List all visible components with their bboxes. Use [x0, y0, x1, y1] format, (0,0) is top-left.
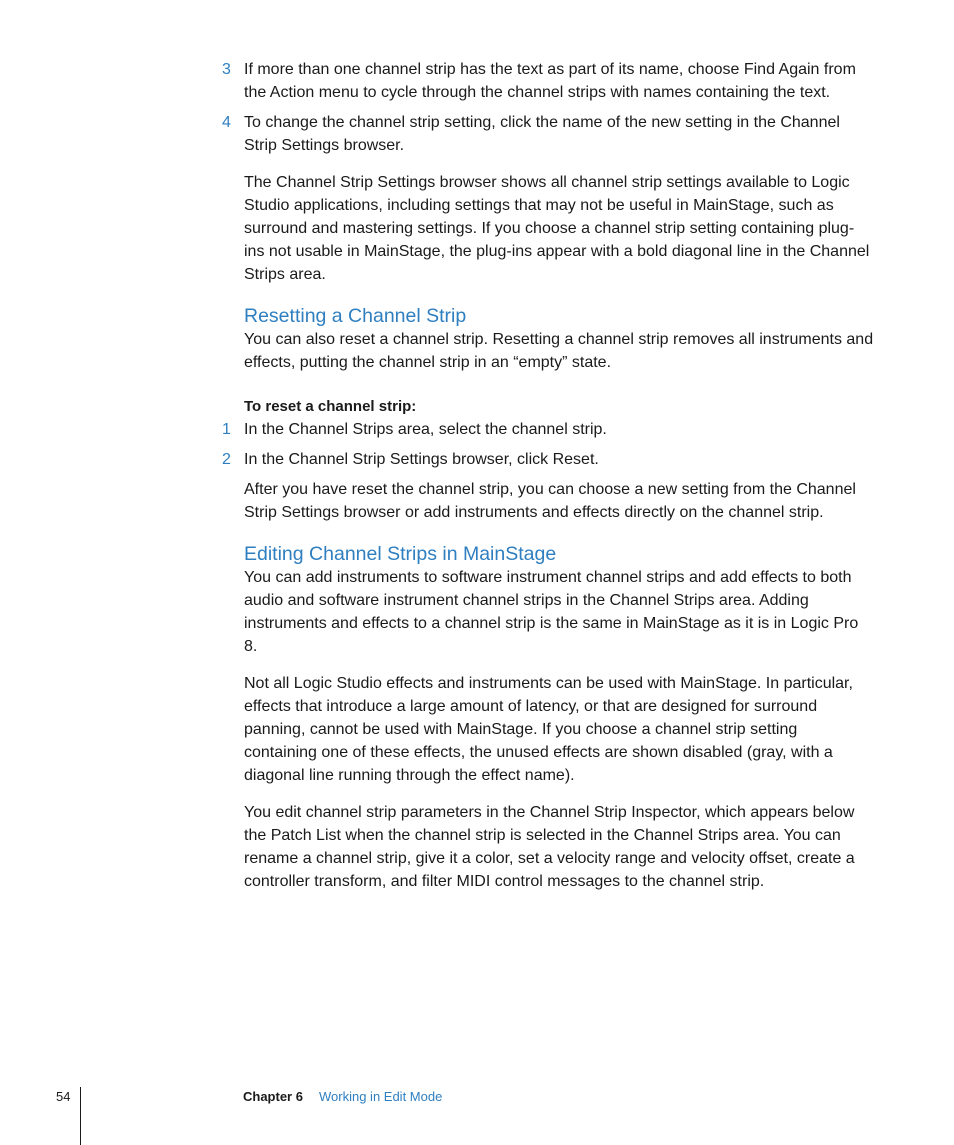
step-number: 4: [222, 114, 231, 131]
footer-chapter-label: Chapter 6: [243, 1089, 303, 1104]
page-number: 54: [56, 1089, 71, 1104]
section-heading-resetting: Resetting a Channel Strip: [244, 305, 467, 327]
step-text: To change the channel strip setting, click the name of the new setting in the Channel Strip Settings browser.: [244, 114, 840, 154]
editing-paragraph-3: You edit channel strip parameters in the Channel Strip Inspector, which appears below the Patch List when the channel strip is selected in the Channel Strips area. You can rename a channel strip, give it a color, set a velocity range and velocity offset, create a controller transform, and filter MIDI control messages to the channel strip.: [244, 804, 855, 890]
step-item: [222, 448, 874, 471]
page-content: [222, 58, 874, 907]
reset-intro-paragraph: You can also reset a channel strip. Resetting a channel strip removes all instruments and effects, putting the channel strip in an “empty” state.: [244, 331, 874, 371]
editing-paragraph-2: Not all Logic Studio effects and instruments can be used with MainStage. In particular, effects that introduce a large amount of latency, or that are designed for surround panning, cannot be used with MainStage. If you choose a channel strip setting containing one of these effects, the unused effects are shown disabled (gray, with a diagonal line running through the effect name).: [244, 675, 853, 784]
step-text: If more than one channel strip has the text as part of its name, choose Find Again from the Action menu to cycle through the channel strips with names containing the text.: [244, 61, 856, 101]
editing-paragraph-1: You can add instruments to software instrument channel strips and add effects to both audio and software instrument channel strips in the Channel Strips area. Adding instruments and effects to a channel strip is the same in MainStage as it is in Logic Pro 8.: [244, 569, 859, 655]
task-title: To reset a channel strip:: [244, 398, 417, 415]
section-heading-editing: Editing Channel Strips in MainStage: [244, 543, 557, 565]
step-text: In the Channel Strips area, select the channel strip.: [244, 421, 607, 438]
step-number: 3: [222, 61, 231, 78]
step-item: [222, 111, 874, 157]
step-item: [222, 58, 874, 104]
settings-paragraph: The Channel Strip Settings browser shows all channel strip settings available to Logic Studio applications, including settings that may not be useful in MainStage, such as surround and mastering settings. If you choose a channel strip setting containing plug-ins not usable in MainStage, the plug-ins appear with a bold diagonal line in the Channel Strips area.: [244, 174, 870, 283]
step-number: 1: [222, 421, 231, 438]
step-number: 2: [222, 451, 231, 468]
step-item: [222, 418, 874, 441]
footer-divider: [80, 1087, 81, 1145]
step-text: In the Channel Strip Settings browser, click Reset.: [244, 451, 599, 468]
footer-chapter-title: Working in Edit Mode: [319, 1089, 443, 1104]
reset-after-paragraph: After you have reset the channel strip, you can choose a new setting from the Channel Strip Settings browser or add instruments and effects directly on the channel strip.: [244, 481, 856, 521]
